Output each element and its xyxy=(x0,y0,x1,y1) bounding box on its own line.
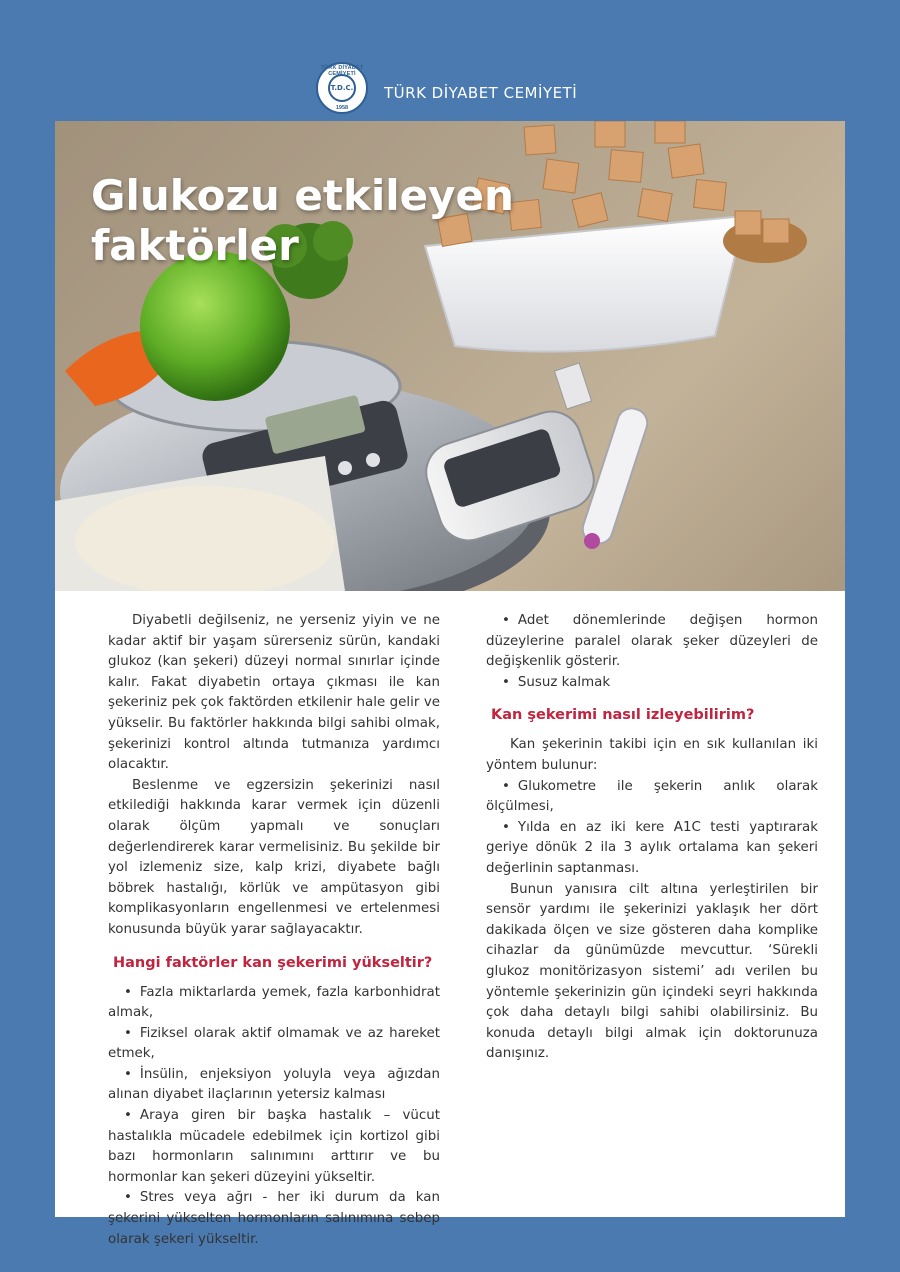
title-line-2: faktörler xyxy=(91,221,299,270)
tdc-logo xyxy=(316,62,368,114)
scale-button xyxy=(338,461,352,475)
page-header xyxy=(0,58,900,118)
title-line-1: Glukozu etkileyen xyxy=(91,171,514,220)
lancet-tip xyxy=(584,533,600,549)
hero-photo xyxy=(55,121,845,591)
intro-paragraph-2: Beslenme ve egzersizin şekerinizi nasıl etkilediği hakkında karar vermek için düzenli olarak ölçüm yapmalı ve sonuçları değerlendirerek karar vermelisiniz. Bu şekilde bir yol izlemeniz size, kalp krizi, diyabete bağlı böbrek hastalığı, körlük ve ampütasyon gibi komplikasyonların engellenmesi ve ertelenmesi konusunda büyük yarar sağlayacaktır. xyxy=(108,777,440,937)
list-item: • Susuz kalmak xyxy=(502,674,611,690)
list-item: • Glukometre ile şekerin anlık olarak ölçülmesi, xyxy=(486,778,818,815)
methods-intro: Kan şekerinin takibi için en sık kullanılan iki yöntem bulunur: xyxy=(486,737,818,773)
list-item: • Fazla miktarlarda yemek, fazla karbonhidrat almak, xyxy=(108,984,440,1021)
factors-list xyxy=(108,983,440,1251)
list-item: • İnsülin, enjeksiyon yoluyla veya ağızdan alınan diyabet ilaçlarının yetersiz kalması xyxy=(108,1066,440,1103)
list-item: • Adet dönemlerinde değişen hormon düzeylerine paralel olarak şeker düzeyleri de değişkenlik gösterir. xyxy=(486,613,818,670)
logo-abbreviation: T.D.C. xyxy=(330,84,354,92)
logo-year: 1958 xyxy=(335,105,349,111)
organization-name: TÜRK DİYABET CEMİYETİ xyxy=(384,84,578,102)
spoon-sugar-cube xyxy=(735,211,761,235)
list-item: • Fiziksel olarak aktif olmamak ve az hareket etmek, xyxy=(108,1025,440,1062)
intro-paragraph-1: Diyabetli değilseniz, ne yerseniz yiyin ve ne kadar aktif bir yaşam sürerseniz sürün, kandaki glukoz (kan şekeri) düzeyi normal sınırlar içinde kalır. Fakat diyabetin ortaya çıkması ile kan şekeriniz pek çok faktörden etkilenir hale gelir ve yükselir. Bu faktörler hakkında bilgi sahibi olmak, şekerinizi kontrol altında tutmanıza yardımcı olacaktır. xyxy=(108,613,440,773)
list-item: • Araya giren bir başka hastalık – vücut hastalıkla mücadele edebilmek için kortizol gibi bazı hormonların salınımını arttırır ve bu hormonlar kan şekeri düzeyini yükseltir. xyxy=(108,1108,440,1185)
closing-paragraph: Bunun yanısıra cilt altına yerleştirilen bir sensör yardımı ile şekerinizi yaklaşık her dört dakikada ölçen ve size gösteren daha komplike cihazlar da günümüzde mevcuttur. ‘Sürekli glukoz monitörizasyon sistemi’ adı verilen bu yöntemle şekerinizin gün içindeki seyri hakkında çok daha detaylı bilgi sahibi olabilirsiniz. Bu konuda detaylı bilgi almak için doktorunuza danışınız. xyxy=(486,881,818,1062)
left-column xyxy=(108,611,440,1250)
section-heading-factors: Hangi faktörler kan şekerimi yükseltir? xyxy=(113,954,433,971)
article-title xyxy=(91,171,551,271)
logo-emblem xyxy=(328,74,356,102)
scale-button xyxy=(366,453,380,467)
rice xyxy=(75,486,335,591)
list-item: • Stres veya ağrı - her iki durum da kan şekerini yükselten hormonların salınımına sebep olarak şekeri yükseltir. xyxy=(108,1190,440,1247)
list-item: • Yılda en az iki kere A1C testi yaptırarak geriye dönük 2 ila 3 aylık ortalama kan şekeri değerlinin saptanması. xyxy=(486,819,818,876)
article-page xyxy=(55,121,845,1247)
green-apple xyxy=(140,251,290,401)
logo-ring-text: TÜRK DİYABET CEMİYETİ xyxy=(320,65,364,77)
factors-list-continued xyxy=(486,611,818,693)
section-heading-monitoring: Kan şekerimi nasıl izleyebilirim? xyxy=(491,707,755,724)
methods-list xyxy=(486,777,818,880)
spoon-sugar-cube xyxy=(763,219,789,243)
right-column xyxy=(486,611,818,1065)
